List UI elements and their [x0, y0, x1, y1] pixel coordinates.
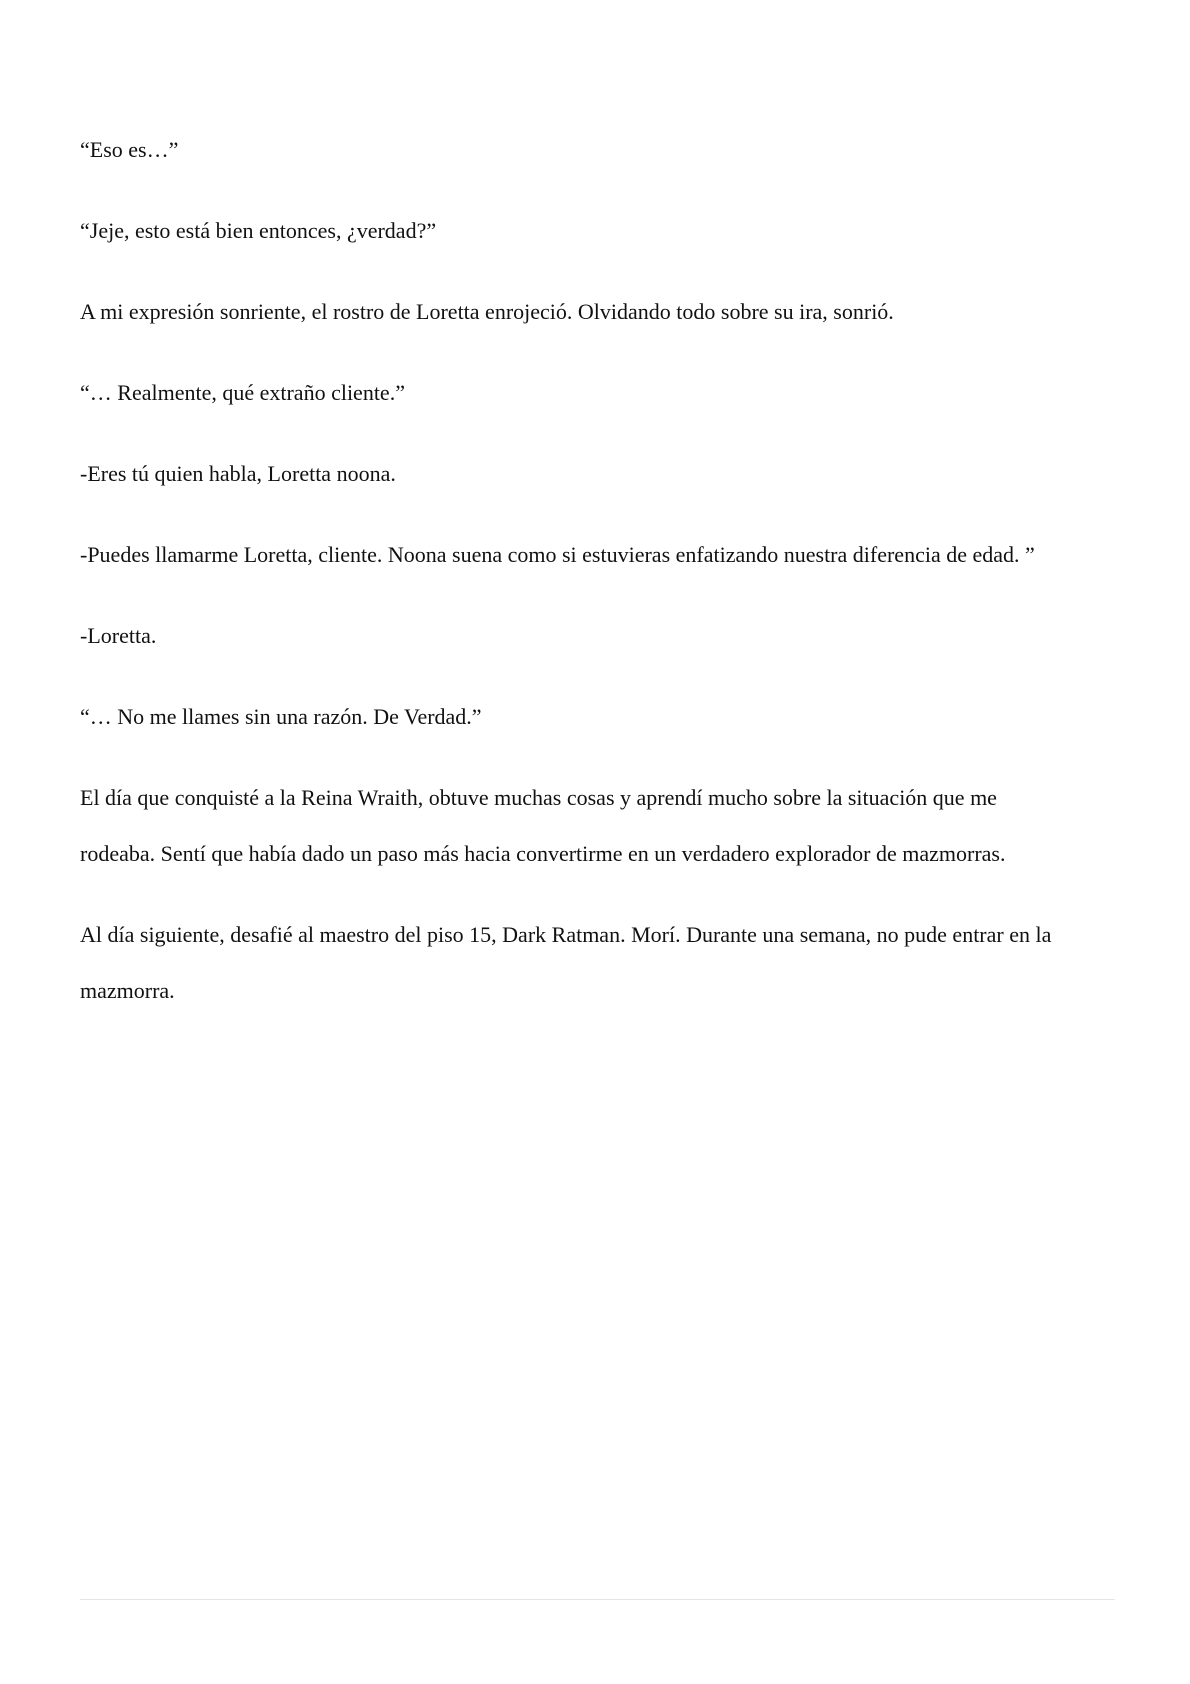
document-body	[80, 122, 1060, 1044]
paragraph: “… No me llames sin una razón. De Verdad.”	[80, 704, 482, 729]
footer-divider	[80, 1599, 1115, 1600]
paragraph: “Eso es…”	[80, 137, 179, 162]
paragraph: Al día siguiente, desafié al maestro del piso 15, Dark Ratman. Morí. Durante una semana, no pude entrar en la mazmorra.	[80, 922, 1052, 1003]
paragraph: -Puedes llamarme Loretta, cliente. Noona suena como si estuvieras enfatizando nuestra diferencia de edad. ”	[80, 542, 1035, 567]
paragraph: -Eres tú quien habla, Loretta noona.	[80, 461, 396, 486]
paragraph: “Jeje, esto está bien entonces, ¿verdad?”	[80, 218, 437, 243]
paragraph: A mi expresión sonriente, el rostro de Loretta enrojeció. Olvidando todo sobre su ira, sonrió.	[80, 299, 894, 324]
paragraph: -Loretta.	[80, 623, 157, 648]
paragraph: “… Realmente, qué extraño cliente.”	[80, 380, 405, 405]
paragraph: El día que conquisté a la Reina Wraith, obtuve muchas cosas y aprendí mucho sobre la situación que me rodeaba. Sentí que había dado un paso más hacia convertirme en un verdadero explorador de mazmorras.	[80, 785, 1006, 866]
